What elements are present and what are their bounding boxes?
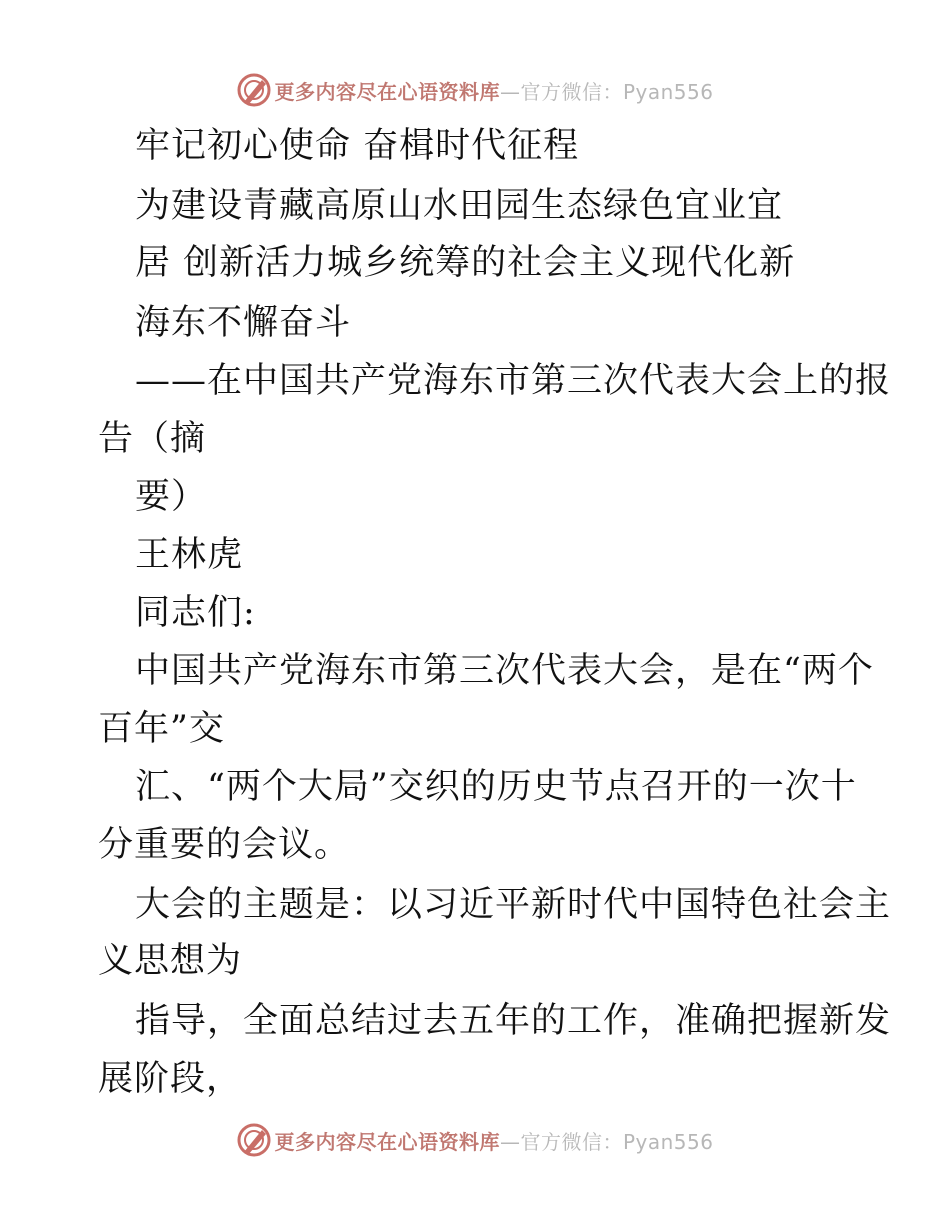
doc-paragraph-line: 百年”交 [98,709,225,749]
doc-paragraph-line: 大会的主题是：以习近平新时代中国特色社会主 [135,885,892,925]
doc-paragraph-line: 汇、“两个大局”交织的历史节点召开的一次十 [135,767,857,807]
pen-logo-icon [236,1122,272,1158]
doc-paragraph-line: 展阶段， [98,1059,243,1099]
doc-salutation: 同志们: [135,593,256,633]
watermark-text [274,1126,713,1155]
watermark-footer [0,1118,950,1162]
doc-title-line-3: 居 创新活力城乡统筹的社会主义现代化新 [135,243,796,283]
doc-subtitle-line-1: ——在中国共产党海东市第三次代表大会上的报 [135,361,892,401]
watermark-contact: 官方微信：Pyan556 [520,79,714,104]
doc-title-line-1: 牢记初心使命 奋楫时代征程 [135,126,580,166]
watermark-separator: — [499,79,521,104]
doc-subtitle-line-2: 告（摘 [98,419,207,459]
watermark-brand: 更多内容尽在心语资料库 [274,1129,500,1154]
doc-paragraph-line: 分重要的会议。 [98,825,351,865]
doc-subtitle-line-3: 要） [135,477,208,517]
doc-paragraph-line: 义思想为 [98,941,243,981]
doc-author: 王林虎 [135,535,244,575]
watermark-brand: 更多内容尽在心语资料库 [274,79,500,104]
doc-title-line-2: 为建设青藏高原山水田园生态绿色宜业宜 [135,186,784,226]
watermark-separator: — [499,1129,521,1154]
watermark-contact: 官方微信：Pyan556 [520,1129,714,1154]
doc-paragraph-line: 中国共产党海东市第三次代表大会，是在“两个 [135,651,874,691]
doc-title-line-4: 海东不懈奋斗 [135,303,352,343]
doc-paragraph-line: 指导，全面总结过去五年的工作，准确把握新发 [135,1001,892,1041]
